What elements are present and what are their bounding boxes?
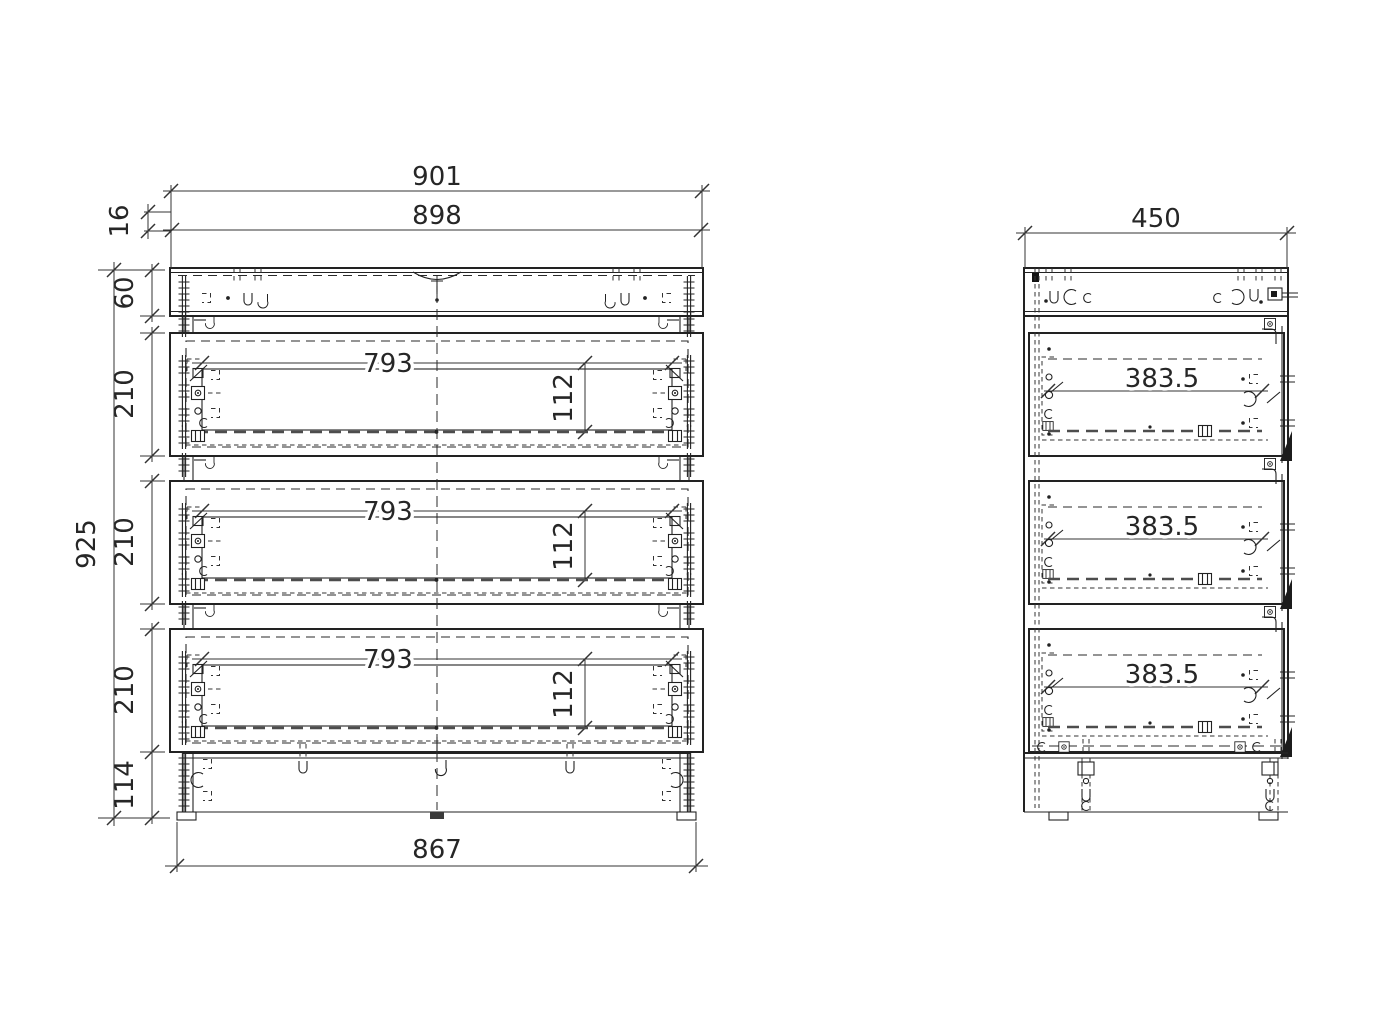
drawer-side-1 xyxy=(1029,326,1295,463)
dim-chain-left xyxy=(110,263,170,825)
side-view xyxy=(1016,204,1298,820)
dim-top-width-label: 898 xyxy=(412,201,462,231)
dim-drawer-width-1-label: 793 xyxy=(363,349,413,379)
dim-drawer-depth-3-label: 383.5 xyxy=(1124,660,1200,690)
dim-base-width-label: 867 xyxy=(412,835,462,865)
dim-rail-height-label: 60 xyxy=(110,276,140,310)
front-view xyxy=(72,162,710,873)
drawer-side-3 xyxy=(1029,622,1295,759)
dim-top-thickness-label: 16 xyxy=(105,204,135,238)
dim-drawer-depth-2-label: 383.5 xyxy=(1124,512,1200,542)
dim-depth xyxy=(1016,204,1296,268)
dim-base-width xyxy=(165,822,708,873)
dim-drawer-front-height-2-label: 112 xyxy=(549,521,579,571)
drawer-side-2 xyxy=(1029,474,1295,611)
dim-drawer-front-height-1-label: 112 xyxy=(549,373,579,423)
dim-drawer-height-2-label: 210 xyxy=(110,517,140,567)
dim-depth-label: 450 xyxy=(1131,204,1181,234)
dim-drawer-width-3-label: 793 xyxy=(363,645,413,675)
dim-plinth-height-label: 114 xyxy=(110,760,140,810)
dim-top-width xyxy=(163,201,710,237)
dim-top-thickness xyxy=(105,204,171,239)
dim-drawer-front-height-3-label: 112 xyxy=(549,669,579,719)
top-rail-side xyxy=(1024,268,1298,316)
dim-drawer-width-2-label: 793 xyxy=(363,497,413,527)
dim-drawer-depth-1-label: 383.5 xyxy=(1124,364,1200,394)
dim-overall-height-label: 925 xyxy=(72,519,102,569)
dim-drawer-height-3-label: 210 xyxy=(110,665,140,715)
center-foot xyxy=(430,812,444,819)
dim-drawer-height-1-label: 210 xyxy=(110,369,140,419)
dim-overall-width-label: 901 xyxy=(412,162,462,192)
